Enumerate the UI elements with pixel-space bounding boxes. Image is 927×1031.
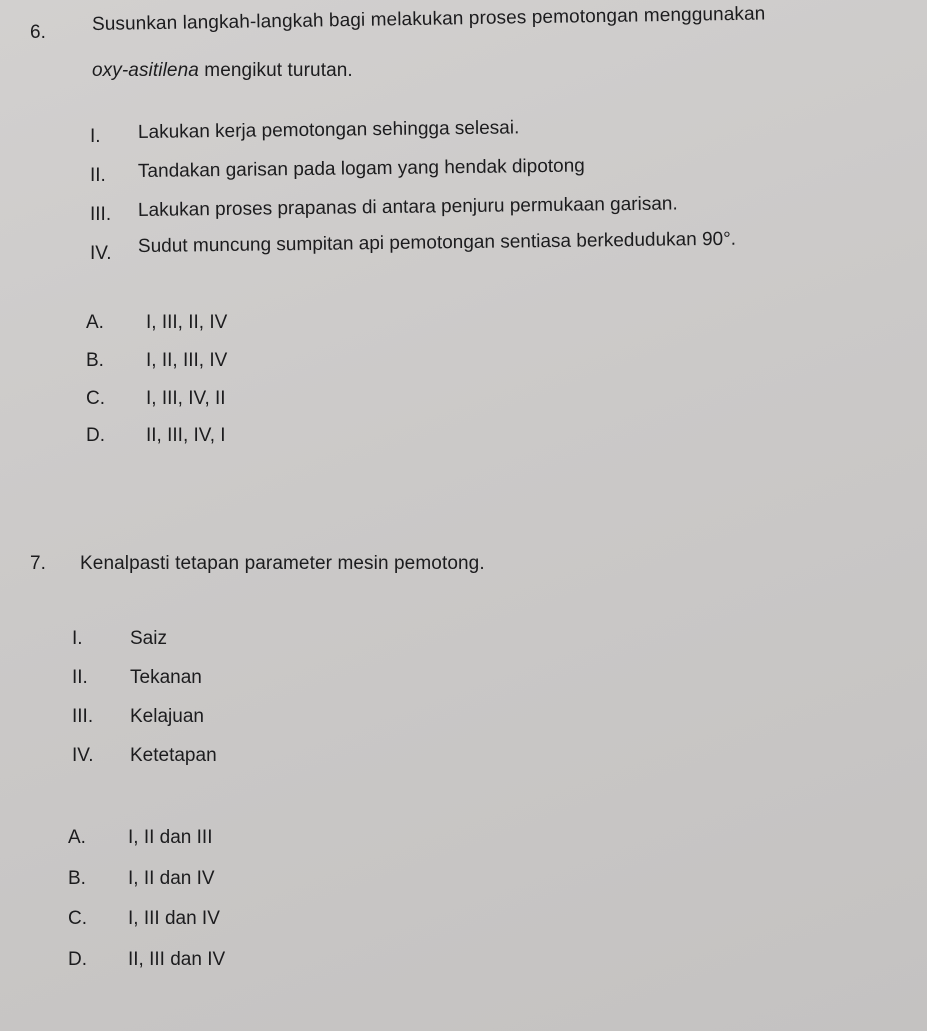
statement-roman: II.: [90, 165, 106, 186]
option-text: II, III, IV, I: [146, 425, 226, 446]
statement-roman: III.: [90, 204, 112, 225]
option-letter: C.: [68, 908, 87, 929]
statement-roman: IV.: [72, 745, 94, 766]
option-letter: B.: [68, 868, 86, 889]
option-letter: D.: [86, 425, 105, 446]
question-number: 7.: [30, 553, 46, 574]
option-text: I, II dan III: [128, 827, 213, 848]
option-text: I, III dan IV: [128, 908, 220, 929]
option-text: I, II, III, IV: [146, 350, 228, 371]
question-stem-line1: Kenalpasti tetapan parameter mesin pemotong.: [80, 553, 485, 574]
statement-text: Ketetapan: [130, 745, 217, 766]
option-text: I, II dan IV: [128, 868, 215, 889]
question-stem-line1: Susunkan langkah-langkah bagi melakukan proses pemotongan menggunakan: [91, 3, 766, 35]
option-text: II, III dan IV: [128, 949, 226, 970]
statement-text: Sudut muncung sumpitan api pemotongan sentiasa berkedudukan 90°.: [137, 228, 737, 257]
option-letter: B.: [86, 350, 104, 371]
option-text: I, III, II, IV: [146, 312, 228, 333]
option-text: I, III, IV, II: [146, 388, 226, 409]
stem-rest: mengikut turutan.: [198, 60, 353, 81]
statement-text: Saiz: [130, 628, 167, 649]
option-letter: A.: [86, 312, 104, 333]
option-letter: A.: [68, 827, 86, 848]
italic-term: oxy-asitilena: [92, 60, 199, 81]
statement-text: Lakukan kerja pemotongan sehingga selesai.: [137, 117, 520, 143]
statement-roman: II.: [72, 667, 88, 688]
question-stem-line2: [92, 60, 353, 82]
statement-text: Tekanan: [130, 667, 202, 688]
statement-roman: IV.: [90, 243, 112, 264]
statement-text: Tandakan garisan pada logam yang hendak dipotong: [137, 155, 585, 182]
option-letter: C.: [86, 388, 105, 409]
statement-roman: I.: [90, 126, 101, 147]
option-letter: D.: [68, 949, 87, 970]
question-number: 6.: [30, 22, 46, 43]
statement-text: Kelajuan: [130, 706, 204, 727]
statement-roman: III.: [72, 706, 94, 727]
statement-roman: I.: [72, 628, 83, 649]
statement-text: Lakukan proses prapanas di antara penjuru permukaan garisan.: [137, 193, 678, 221]
